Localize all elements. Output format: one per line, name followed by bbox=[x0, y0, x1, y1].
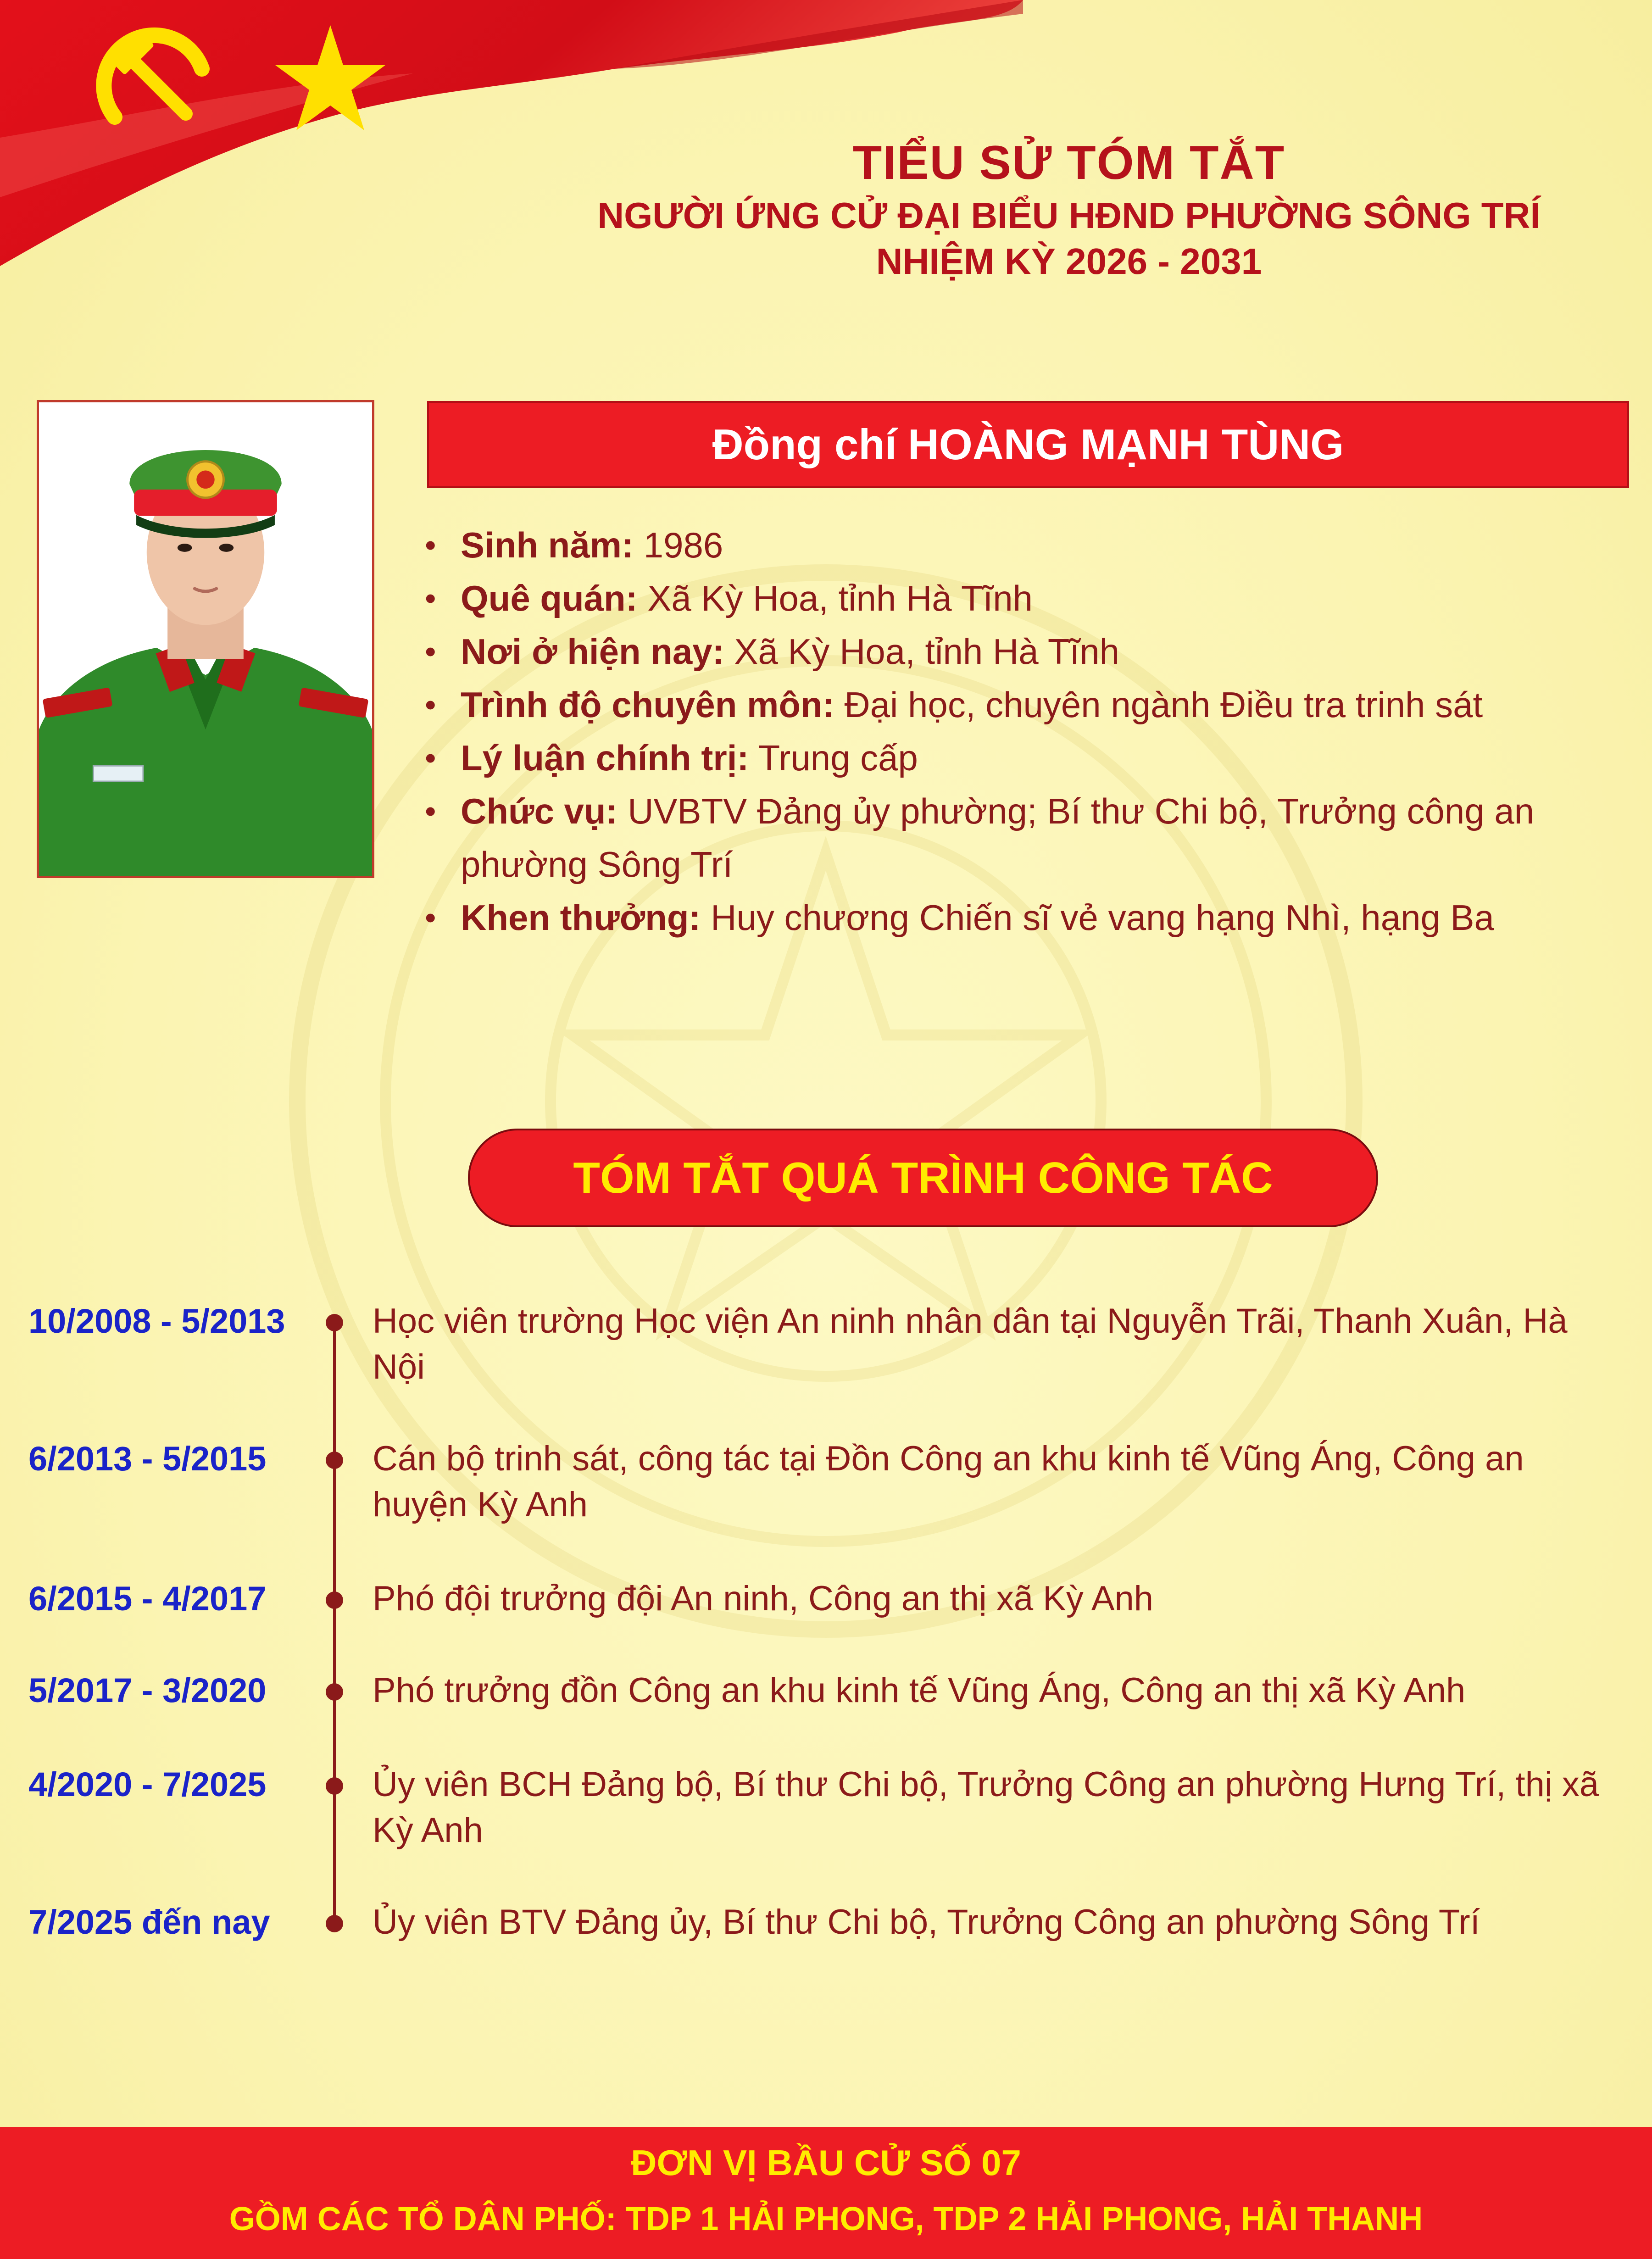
detail-label: Khen thưởng: bbox=[461, 897, 701, 938]
detail-item-education bbox=[422, 678, 1624, 731]
detail-item-residence bbox=[422, 625, 1624, 678]
timeline-dot-icon bbox=[326, 1591, 343, 1609]
timeline-period: 6/2013 - 5/2015 bbox=[28, 1440, 267, 1478]
bullet-icon: • bbox=[425, 580, 436, 616]
bullet-icon: • bbox=[425, 634, 436, 669]
name-prefix: Đồng chí bbox=[712, 420, 897, 468]
detail-item-political-theory bbox=[422, 731, 1624, 785]
timeline-period: 6/2015 - 4/2017 bbox=[28, 1580, 267, 1618]
candidate-name: HOÀNG MẠNH TÙNG bbox=[907, 420, 1344, 468]
document-term: NHIỆM KỲ 2026 - 2031 bbox=[876, 241, 1262, 282]
document-subtitle: NGƯỜI ỨNG CỬ ĐẠI BIỂU HĐND PHƯỜNG SÔNG TRÍ bbox=[597, 195, 1541, 236]
detail-value: Xã Kỳ Hoa, tỉnh Hà Tĩnh bbox=[734, 631, 1119, 672]
detail-item-awards bbox=[422, 891, 1624, 944]
detail-value: Huy chương Chiến sĩ vẻ vang hạng Nhì, hạng Ba bbox=[711, 897, 1494, 938]
footer-banner bbox=[0, 2127, 1652, 2259]
bullet-icon: • bbox=[425, 900, 436, 935]
detail-item-hometown bbox=[422, 572, 1624, 625]
detail-label: Chức vụ: bbox=[461, 791, 618, 831]
bullet-icon: • bbox=[425, 740, 436, 776]
bullet-icon: • bbox=[425, 527, 436, 563]
bullet-icon: • bbox=[425, 687, 436, 723]
title-block bbox=[528, 133, 1610, 284]
timeline-description: Ủy viên BCH Đảng bộ, Bí thư Chi bộ, Trưởng Công an phường Hưng Trí, thị xã Kỳ Anh bbox=[373, 1765, 1599, 1850]
timeline-period: 7/2025 đến nay bbox=[28, 1903, 270, 1941]
detail-value: 1986 bbox=[643, 525, 723, 565]
detail-value: Đại học, chuyên ngành Điều tra trinh sát bbox=[844, 684, 1483, 725]
candidate-name-banner bbox=[427, 401, 1629, 488]
detail-value: Xã Kỳ Hoa, tỉnh Hà Tĩnh bbox=[647, 578, 1033, 618]
document-title: TIỂU SỬ TÓM TẮT bbox=[852, 136, 1285, 189]
detail-label: Nơi ở hiện nay: bbox=[461, 631, 724, 672]
detail-label: Quê quán: bbox=[461, 578, 638, 618]
electoral-unit: ĐƠN VỊ BẦU CỬ SỐ 07 bbox=[631, 2142, 1021, 2183]
timeline-dot-icon bbox=[326, 1915, 343, 1932]
detail-value: Trung cấp bbox=[758, 738, 918, 778]
timeline-description: Phó trưởng đồn Công an khu kinh tế Vũng Áng, Công an thị xã Kỳ Anh bbox=[373, 1671, 1466, 1710]
work-history-heading: TÓM TẮT QUÁ TRÌNH CÔNG TÁC bbox=[468, 1129, 1378, 1227]
timeline-dot-icon bbox=[326, 1683, 343, 1701]
timeline-description: Ủy viên BTV Đảng ủy, Bí thư Chi bộ, Trưởng Công an phường Sông Trí bbox=[373, 1903, 1480, 1942]
timeline-description: Học viên trường Học viện An ninh nhân dân tại Nguyễn Trãi, Thanh Xuân, Hà Nội bbox=[373, 1302, 1568, 1386]
timeline-period: 5/2017 - 3/2020 bbox=[28, 1671, 267, 1709]
detail-label: Sinh năm: bbox=[461, 525, 634, 565]
detail-label: Trình độ chuyên môn: bbox=[461, 684, 834, 725]
timeline-description: Cán bộ trinh sát, công tác tại Đồn Công an khu kinh tế Vũng Áng, Công an huyện Kỳ Anh bbox=[373, 1439, 1524, 1524]
timeline-line bbox=[333, 1323, 336, 1931]
timeline-period: 10/2008 - 5/2013 bbox=[28, 1302, 285, 1340]
timeline-period: 4/2020 - 7/2025 bbox=[28, 1765, 267, 1803]
detail-item-birth-year bbox=[422, 518, 1624, 572]
detail-item-position bbox=[422, 785, 1624, 891]
detail-value: UVBTV Đảng ủy phường; Bí thư Chi bộ, Trưởng công an phường Sông Trí bbox=[461, 791, 1535, 885]
timeline-dot-icon bbox=[326, 1452, 343, 1469]
bullet-icon: • bbox=[425, 793, 436, 829]
candidate-portrait bbox=[39, 402, 372, 876]
timeline-dot-icon bbox=[326, 1777, 343, 1795]
detail-label: Lý luận chính trị: bbox=[461, 738, 749, 778]
candidate-photo-frame bbox=[37, 400, 374, 878]
timeline-dot-icon bbox=[326, 1314, 343, 1331]
candidate-details-list bbox=[422, 518, 1624, 944]
work-history-timeline bbox=[0, 1298, 1652, 1986]
electoral-areas: GỒM CÁC TỔ DÂN PHỐ: TDP 1 HẢI PHONG, TDP 2 HẢI PHONG, HẢI THANH bbox=[229, 2201, 1423, 2237]
timeline-description: Phó đội trưởng đội An ninh, Công an thị xã Kỳ Anh bbox=[373, 1579, 1154, 1618]
